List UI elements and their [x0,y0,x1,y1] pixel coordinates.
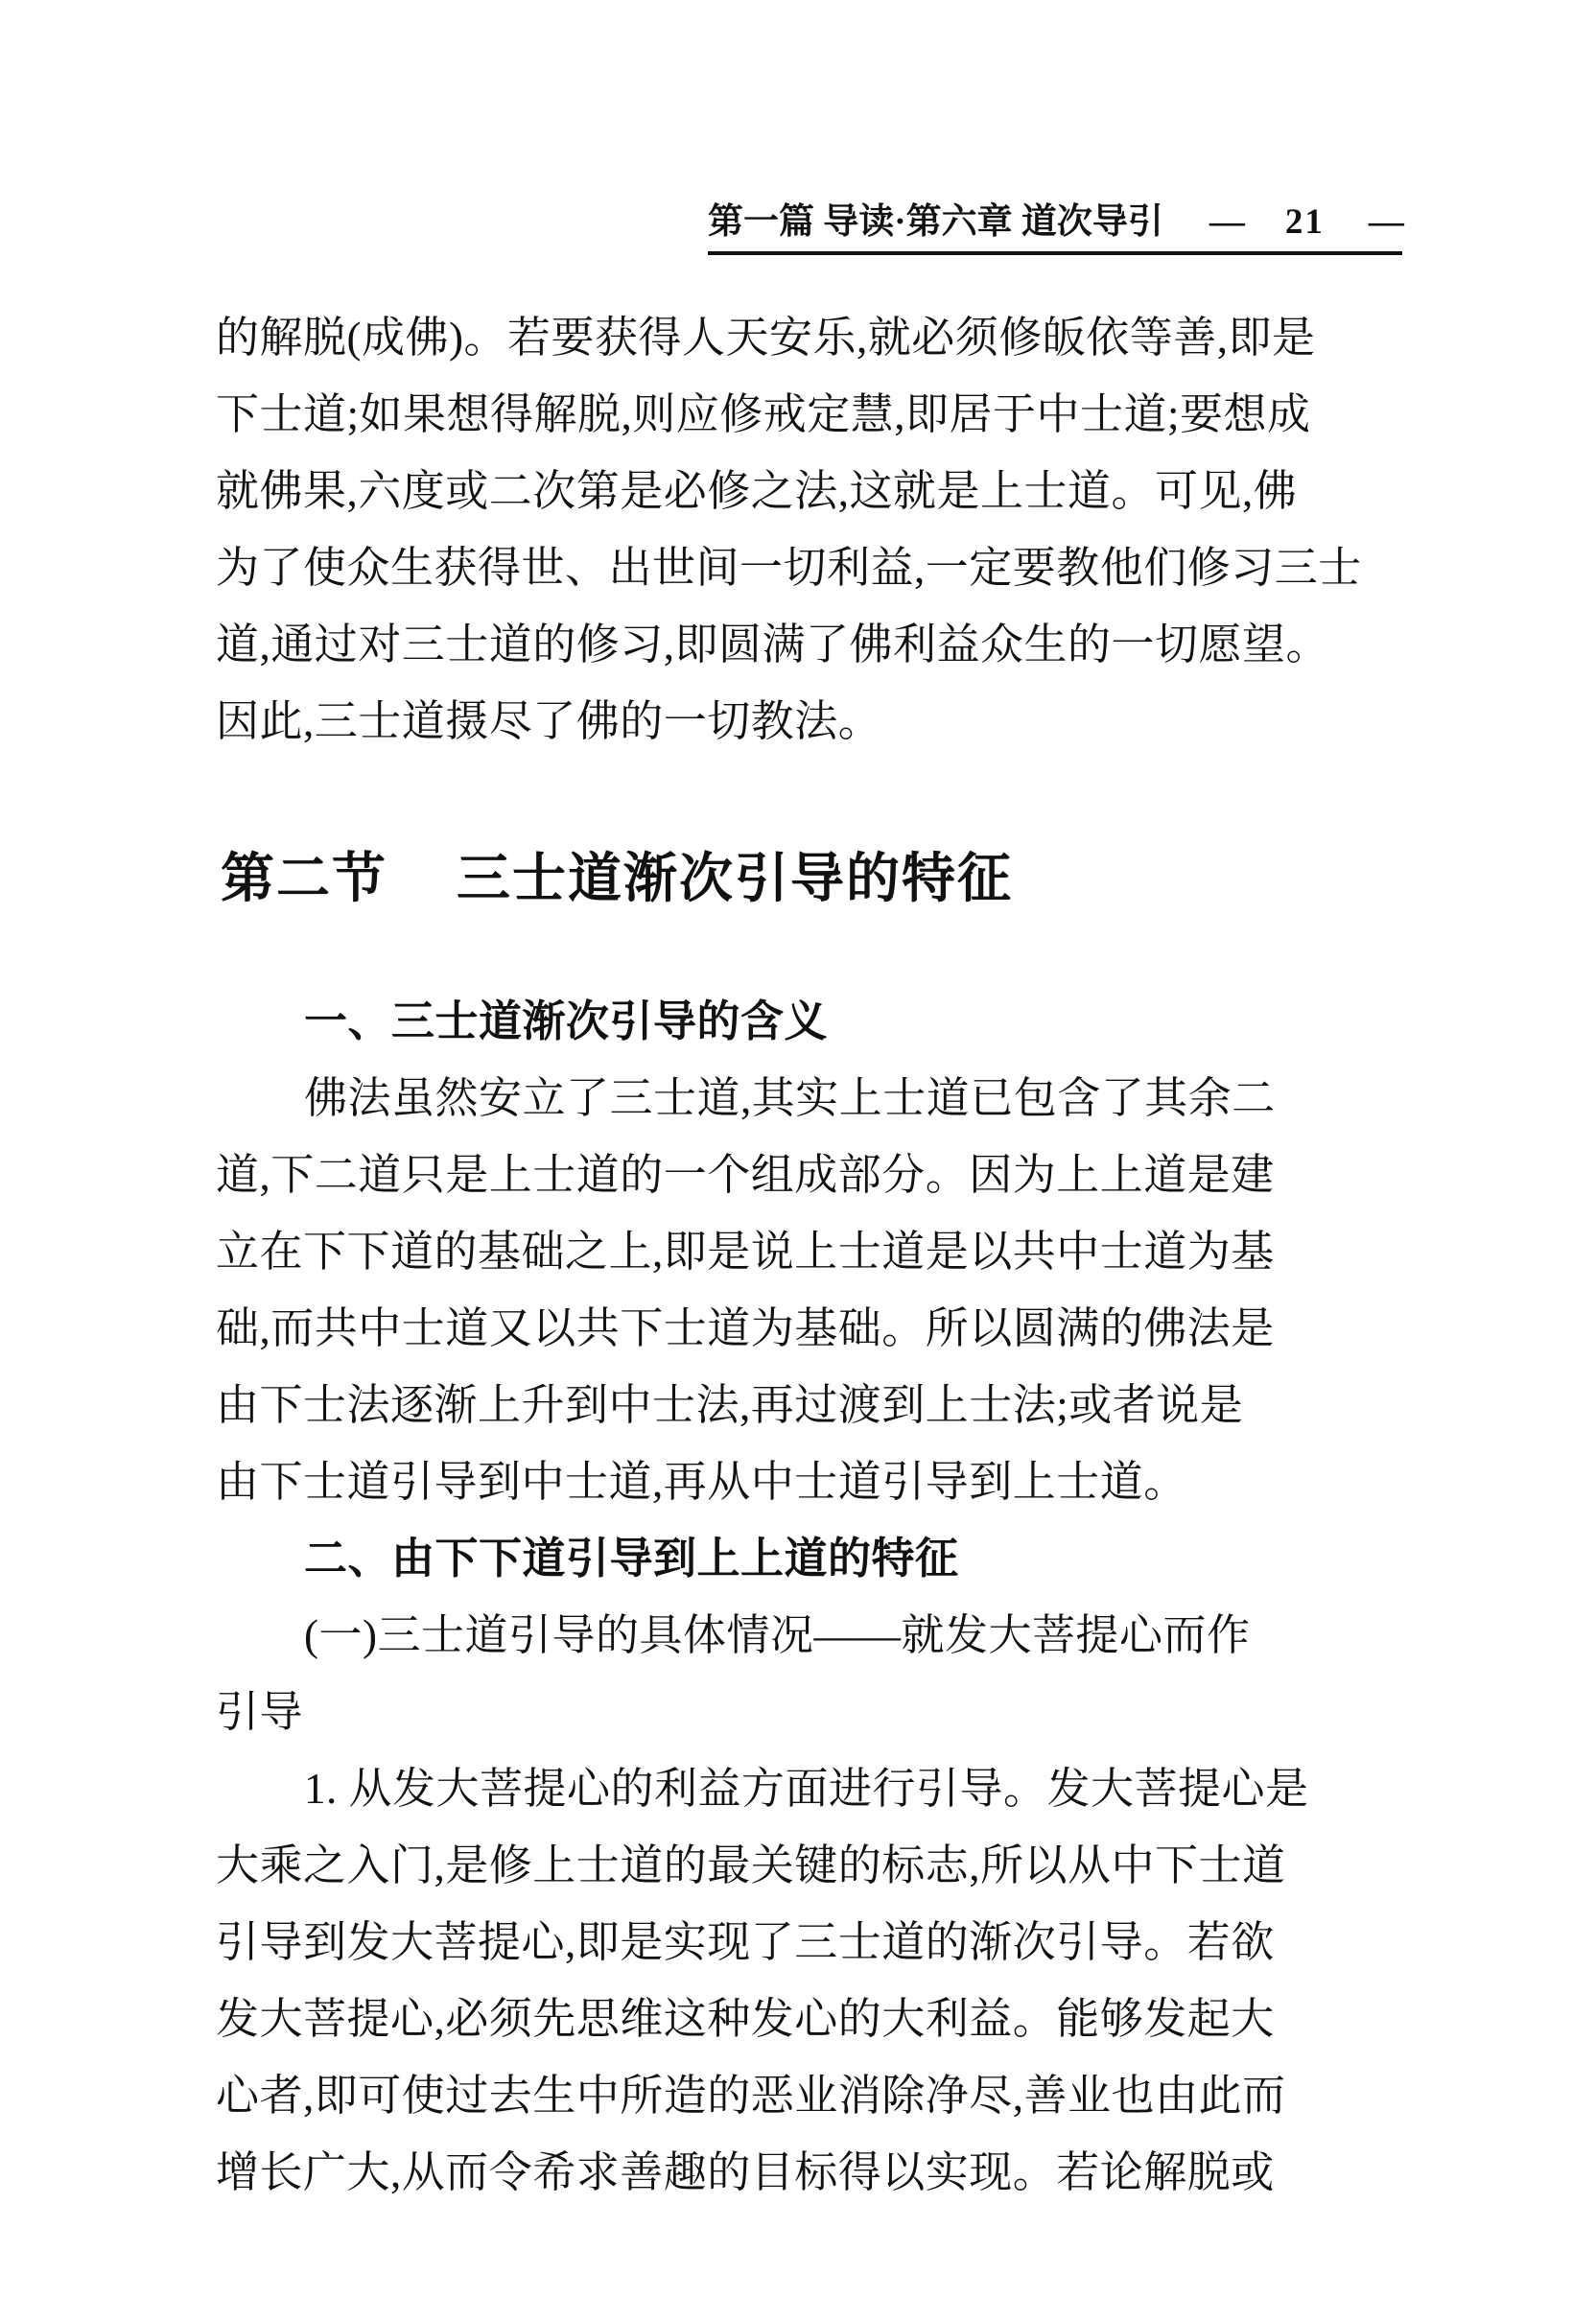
header-dash-left: — [1209,202,1245,242]
body-line: 引导到发大菩提心,即是实现了三士道的渐次引导。若欲 [216,1918,1275,1966]
body-line: 增长广大,从而令希求善趣的目标得以实现。若论解脱或 [216,2148,1275,2196]
body-line: 心者,即可使过去生中所造的恶业消除净尽,善业也由此而 [216,2072,1286,2120]
body-line: 1. 从发大菩提心的利益方面进行引导。发大菩提心是 [304,1765,1309,1813]
body-line: 立在下下道的基础之上,即是说上士道是以共中士道为基 [216,1228,1275,1276]
body-line: 引导 [216,1688,304,1736]
header-dash-right: — [1368,202,1404,242]
section-title: 三士道渐次引导的特征 [457,850,1013,909]
intro-line: 道,通过对三士道的修习,即圆满了佛利益众生的一切愿望。 [216,621,1330,668]
section-body [216,983,1397,2211]
body-line: (一)三士道引导的具体情况——就发大菩提心而作 [304,1611,1251,1659]
intro-line: 的解脱(成佛)。若要获得人天安乐,就必须修皈依等善,即是 [216,314,1316,362]
running-header-chapter: 第一篇 导读·第六章 道次导引 [708,202,1163,242]
subsection-heading-2: 二、由下下道引导到上上道的特征 [304,1535,959,1583]
intro-line: 为了使众生获得世、出世间一切利益,一定要教他们修习三士 [216,544,1362,592]
body-line: 大乘之入门,是修上士道的最关键的标志,所以从中下士道 [216,1841,1286,1889]
body-line: 由下士法逐渐上升到中士法,再过渡到上士法;或者说是 [216,1381,1244,1429]
intro-paragraph [216,299,1397,760]
intro-line: 因此,三士道摄尽了佛的一切教法。 [216,697,882,745]
intro-line: 下士道;如果想得解脱,则应修戒定慧,即居于中士道;要想成 [216,390,1311,438]
subsection-heading-1: 一、三士道渐次引导的含义 [304,997,829,1045]
intro-line: 就佛果,六度或二次第是必修之法,这就是上士道。可见,佛 [216,467,1298,515]
section-heading [221,836,1013,923]
body-line: 础,而共中士道又以共下士道为基础。所以圆满的佛法是 [216,1304,1275,1352]
body-line: 道,下二道只是上士道的一个组成部分。因为上上道是建 [216,1151,1275,1199]
body-line: 由下士道引导到中士道,再从中士道引导到上士道。 [216,1458,1187,1506]
page-number: 21 [1284,202,1325,242]
body-line: 发大菩提心,必须先思维这种发心的大利益。能够发起大 [216,1995,1275,2043]
running-header [708,199,1402,255]
body-line: 佛法虽然安立了三士道,其实上士道已包含了其余二 [304,1074,1276,1122]
section-number: 第二节 [221,850,387,909]
